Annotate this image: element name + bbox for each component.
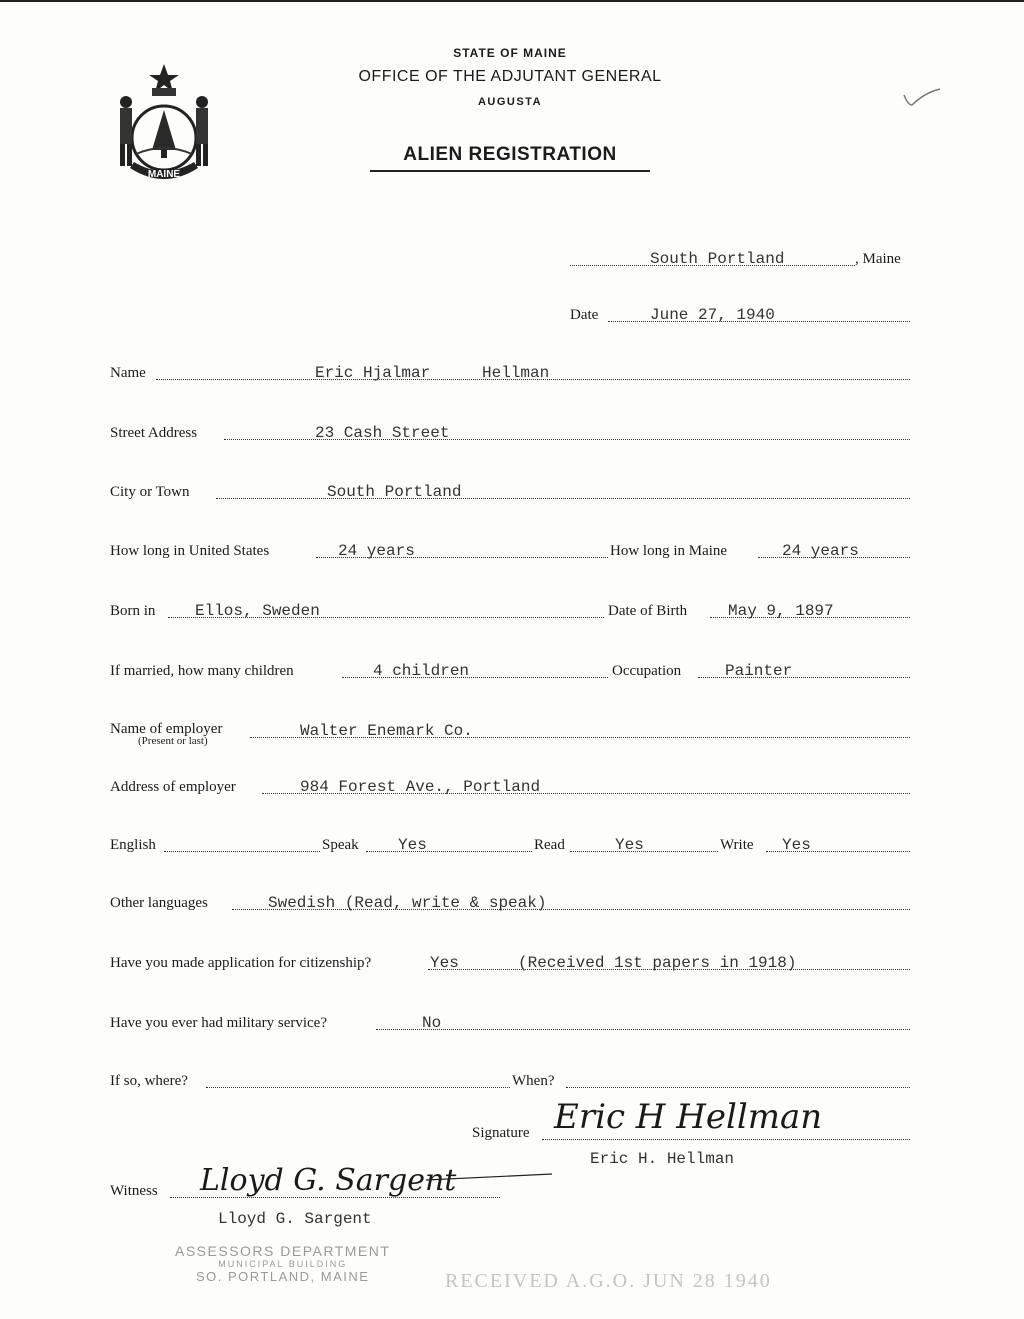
employer-address-line: [110, 770, 910, 800]
citizenship-label: Have you made application for citizenship?: [110, 955, 372, 971]
assessors-stamp: ASSESSORS DEPARTMENT MUNICIPAL BUILDING SO. PORTLAND, MAINE: [175, 1243, 391, 1284]
street-label: Street Address: [110, 425, 198, 441]
received-stamp: RECEIVED A.G.O. JUN 28 1940: [445, 1270, 772, 1292]
city-label: City or Town: [110, 484, 190, 500]
date-label: Date: [570, 307, 599, 323]
svg-text:MAINE: MAINE: [147, 169, 181, 180]
english-label: English: [110, 837, 156, 853]
how-long-maine-value: 24 years: [782, 542, 859, 560]
witness-typed-name: Lloyd G. Sargent: [218, 1210, 372, 1228]
born-in-label: Born in: [110, 603, 156, 619]
where-label: If so, where?: [110, 1073, 188, 1089]
title-underline: [370, 170, 650, 172]
header-state: STATE OF MAINE: [453, 46, 567, 60]
how-long-us-label: How long in United States: [110, 543, 270, 559]
military-line: [110, 1006, 910, 1036]
signature-typed-name: Eric H. Hellman: [590, 1150, 735, 1168]
how-long-maine-label: How long in Maine: [610, 543, 728, 559]
name-value-first: Eric Hjalmar: [315, 364, 431, 382]
place-suffix: , Maine: [855, 251, 901, 267]
military-label: Have you ever had military service?: [110, 1015, 327, 1031]
date-value: June 27, 1940: [650, 306, 775, 324]
maine-state-seal-icon: [108, 58, 220, 190]
place-line: [110, 242, 910, 272]
dob-value: May 9, 1897: [728, 602, 834, 620]
write-value: Yes: [782, 836, 811, 854]
check-mark-icon: [900, 85, 944, 109]
employer-address-value: 984 Forest Ave., Portland: [300, 778, 541, 796]
place-value: South Portland: [650, 250, 785, 268]
military-value: No: [422, 1014, 442, 1032]
when-label: When?: [512, 1073, 555, 1089]
occupation-label: Occupation: [612, 663, 682, 679]
other-languages-label: Other languages: [110, 895, 208, 911]
occupation-value: Painter: [725, 662, 793, 680]
read-label: Read: [534, 837, 565, 853]
name-label: Name: [110, 365, 146, 381]
other-languages-line: [110, 886, 910, 916]
citizenship-note: (Received 1st papers in 1918): [518, 954, 797, 972]
citizenship-value: Yes: [430, 954, 459, 972]
witness-label: Witness: [110, 1183, 158, 1199]
children-line: [110, 654, 910, 684]
street-value: 23 Cash Street: [315, 424, 450, 442]
other-languages-value: Swedish (Read, write & speak): [268, 894, 547, 912]
header-city: AUGUSTA: [477, 96, 543, 108]
how-long-line: [110, 534, 910, 564]
speak-label: Speak: [322, 837, 359, 853]
svg-text:Lloyd G. Sargent: Lloyd G. Sargent: [200, 1163, 457, 1198]
read-value: Yes: [615, 836, 644, 854]
employer-label: Name of employer: [110, 721, 223, 737]
city-value: South Portland: [327, 483, 462, 501]
how-long-us-value: 24 years: [338, 542, 415, 560]
children-value: 4 children: [373, 662, 470, 680]
write-label: Write: [720, 837, 754, 853]
svg-text:Eric H Hellman: Eric H Hellman: [554, 1097, 823, 1137]
birth-line: [110, 594, 910, 624]
form-title: ALIEN REGISTRATION: [403, 144, 617, 165]
signature-label: Signature: [472, 1125, 530, 1141]
employer-line: [110, 714, 910, 744]
date-line: [110, 298, 910, 328]
employer-sublabel: (Present or last): [138, 735, 208, 747]
city-line: [110, 475, 910, 505]
street-line: [110, 416, 910, 446]
children-label: If married, how many children: [110, 663, 294, 679]
citizenship-line: [110, 946, 910, 976]
witness-handwriting: [196, 1156, 556, 1204]
employer-value: Walter Enemark Co.: [300, 722, 473, 740]
signature-handwriting: [548, 1090, 838, 1140]
dob-label: Date of Birth: [608, 603, 688, 619]
speak-value: Yes: [398, 836, 427, 854]
header-office: OFFICE OF THE ADJUTANT GENERAL: [358, 68, 662, 85]
employer-address-label: Address of employer: [110, 779, 236, 795]
scan-top-border: [0, 0, 1024, 2]
name-line: [110, 356, 910, 386]
born-in-value: Ellos, Sweden: [195, 602, 320, 620]
english-line: [110, 828, 910, 858]
name-value-last: Hellman: [482, 364, 550, 382]
